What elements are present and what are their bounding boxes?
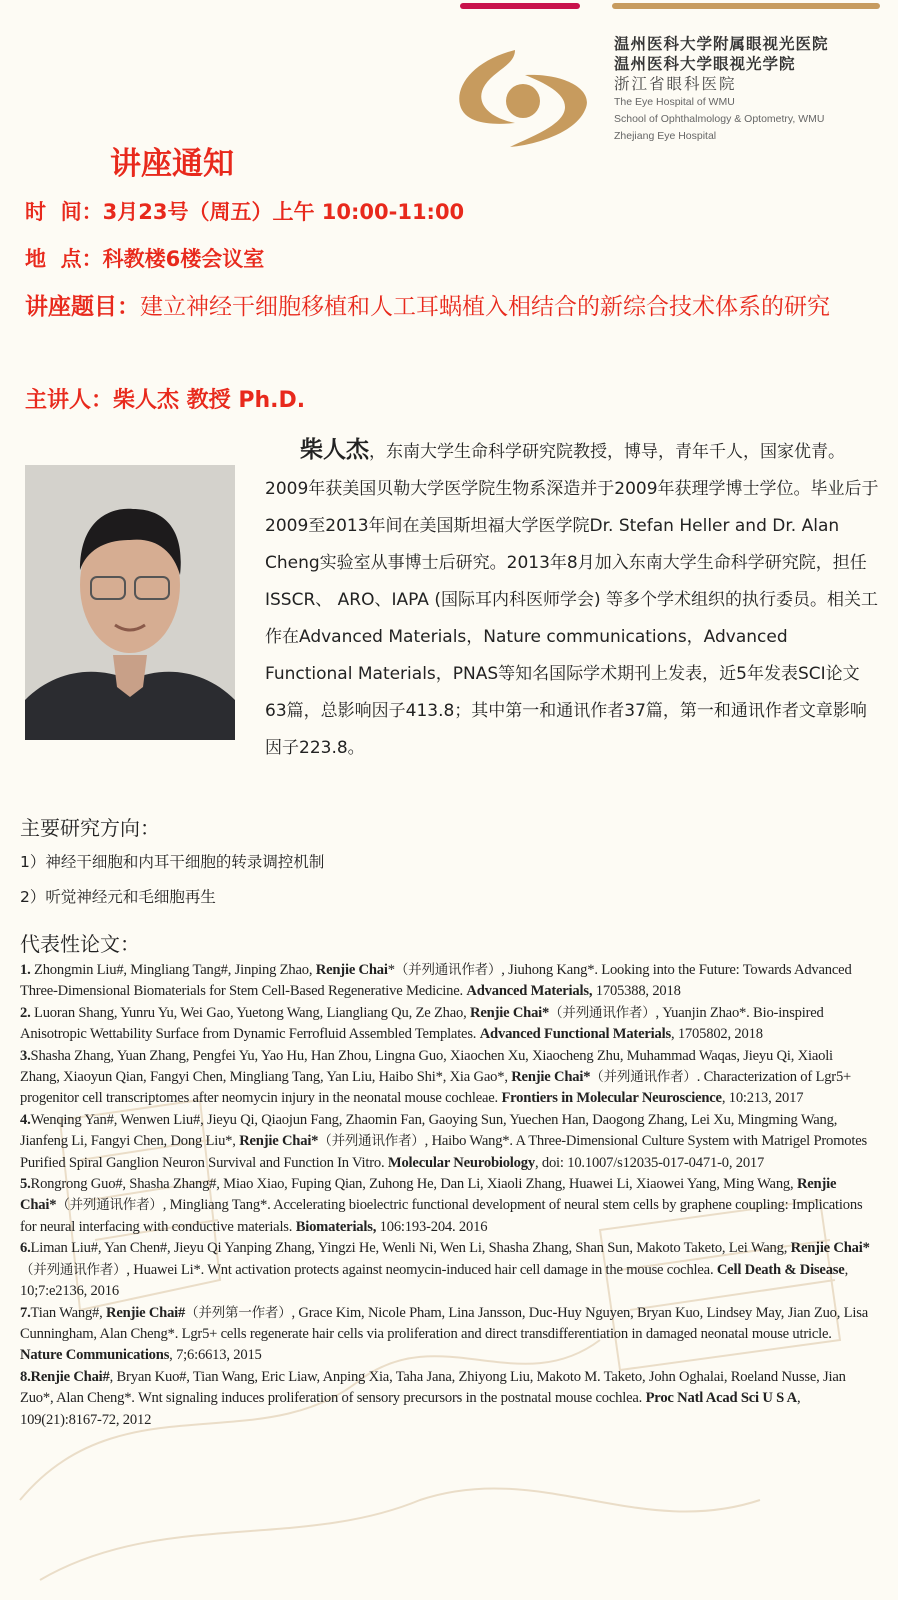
eye-hospital-logo-icon — [455, 45, 595, 150]
paper-bold-segment: Renjie Chai* — [470, 1004, 550, 1021]
paper-item — [20, 960, 875, 1003]
paper-segment: , 1705802, 2018 — [670, 1026, 763, 1043]
paper-segment: , Bryan Kuo#, Tian Wang, Eric Liaw, Anping Xia, Taha Jana, Zhiyong Liu, Makoto M. Taketo, John Oghalai, Roeland Nusse, Jian Zuo*, Alan Cheng*. Wnt signaling induces proliferation of sensory precursors in the postnatal mouse cochlea. — [20, 1368, 846, 1407]
bio-text: ，东南大学生命科学研究院教授，博导，青年千人，国家优青。2009年获美国贝勒大学医学院生物系深造并于2009年获理学博士学位。毕业后于2009至2013年间在美国斯坦福大学医学院Dr. Stefan Heller and Dr. Alan Cheng实验室从事博士后研究。2013年8月加入东南大学生命科学研究院，担任ISSCR、 ARO、IAPA (国际耳内科医师学会) 等多个学术组织的执行委员。相关工作在Advanced Materials，Nature communications，Advanced Functional Materials，PNAS等知名国际学术期刊上发表，近5年发表SCI论文63篇，总影响因子413.8；其中第一和通讯作者37篇，第一和通讯作者文章影响因子223.8。 — [265, 442, 879, 758]
paper-segment: * — [387, 962, 395, 978]
paper-segment: , Yuanjin Zhao*. Bio-inspired Anisotropic Wettability Surface from Dynamic Ferrofluid Assembled Templates. — [20, 1004, 824, 1043]
paper-bold-segment: Nature Communications — [20, 1347, 170, 1364]
paper-bold-segment: 2. — [20, 1004, 31, 1021]
paper-bold-segment: 4. — [20, 1111, 31, 1128]
paper-segment: , Huawei Li*. Wnt activation protects against neomycin-induced hair cell damage in the mouse cochlea. — [126, 1261, 717, 1278]
paper-segment: , Grace Kim, Nicole Pham, Lina Jansson, Duc-Huy Nguyen, Bryan Kuo, Lindsey May, Jian Zuo, Lisa Cunningham, Alan Cheng*. Lgr5+ cells regenerate hair cells via proliferation and direct transdifferentiation in damaged neonatal mouse utricle. — [20, 1304, 868, 1342]
paper-segment: （并列通讯作者） — [590, 1069, 697, 1086]
paper-bold-segment: Advanced Materials, — [466, 983, 593, 1000]
paper-segment: 106:193-204. 2016 — [376, 1218, 488, 1235]
research-item-1: 1）神经干细胞和内耳干细胞的转录调控机制 — [20, 853, 325, 871]
paper-segment: （并列通讯作者） — [56, 1197, 163, 1214]
paper-item — [20, 1367, 875, 1431]
topic-label: 讲座题目： — [25, 294, 140, 320]
lecture-time: 时 间：3月23号（周五）上午 10:00-11:00 — [25, 200, 465, 224]
lecture-place: 地 点：科教楼6楼会议室 — [25, 247, 265, 271]
paper-bold-segment: 6. — [20, 1240, 31, 1257]
institution-cn-1: 温州医科大学附属眼视光医院 — [614, 35, 829, 53]
paper-bold-segment: Renjie Chai* — [790, 1240, 870, 1257]
decor-bar-gold — [612, 3, 880, 9]
lecture-topic — [25, 286, 865, 328]
paper-bold-segment: Renjie Chai* — [20, 1176, 837, 1214]
paper-item — [20, 1046, 875, 1110]
paper-bold-segment: Renjie Chai* — [239, 1133, 319, 1150]
paper-bold-segment: Renjie Chai* — [511, 1069, 591, 1086]
paper-item — [20, 1174, 875, 1238]
notice-title: 讲座通知 — [110, 146, 234, 182]
paper-segment: , 109(21):8167-72, 2012 — [20, 1390, 801, 1428]
institution-en-2: School of Ophthalmology & Optometry, WMU — [614, 113, 825, 125]
institution-en-3: Zhejiang Eye Hospital — [614, 130, 717, 142]
paper-segment: （并列通讯作者） — [318, 1133, 425, 1150]
speaker-bio — [265, 432, 880, 767]
papers-list — [20, 960, 875, 1431]
paper-bold-segment: Biomaterials, — [295, 1218, 377, 1235]
paper-segment: 1705388, 2018 — [592, 983, 681, 1000]
paper-bold-segment: Frontiers in Molecular Neuroscience — [501, 1090, 722, 1107]
paper-segment: （并列通讯作者） — [20, 1261, 127, 1278]
research-item-2: 2）听觉神经元和毛细胞再生 — [20, 888, 216, 906]
institution-cn-2: 温州医科大学眼视光学院 — [614, 55, 796, 73]
paper-item — [20, 1003, 875, 1046]
paper-item — [20, 1303, 875, 1367]
paper-segment: , 10:213, 2017 — [721, 1090, 804, 1107]
paper-bold-segment: 8.Renjie Chai# — [20, 1368, 110, 1385]
paper-segment: Luoran Shang, Yunru Yu, Wei Gao, Yuetong Wang, Liangliang Qu, Ze Zhao, — [30, 1004, 471, 1021]
paper-item — [20, 1238, 875, 1302]
research-heading: 主要研究方向： — [20, 816, 160, 840]
paper-segment: , Haibo Wang*. A Three-Dimensional Culture System with Matrigel Promotes Purified Spiral Ganglion Neuron Survival and Function In Vitro. — [20, 1133, 867, 1171]
paper-segment: （并列通讯作者） — [549, 1004, 656, 1021]
paper-bold-segment: Cell Death & Disease — [716, 1261, 845, 1278]
paper-bold-segment: Renjie Chai — [315, 962, 388, 978]
speaker-photo — [25, 465, 235, 740]
paper-segment: Tian Wang#, — [30, 1304, 107, 1321]
papers-heading: 代表性论文： — [20, 932, 140, 956]
institution-cn-3: 浙江省眼科医院 — [614, 75, 737, 93]
paper-segment: . Characterization of Lgr5+ progenitor cell transcriptomes after neomycin injury in the neonatal mouse cochleae. — [20, 1069, 852, 1107]
paper-segment: , doi: 10.1007/s12035-017-0471-0, 2017 — [534, 1154, 765, 1171]
paper-segment: , Jiuhong Kang*. Looking into the Future: Towards Advanced Three-Dimensional Biomaterials for Stem Cell-Based Regenerative Medicine. — [20, 962, 852, 1000]
institution-en-1: The Eye Hospital of WMU — [614, 96, 735, 108]
paper-segment: （并列通讯作者） — [394, 962, 502, 978]
paper-segment: , 10;7:e2136, 2016 — [20, 1261, 849, 1300]
paper-bold-segment: 7. — [20, 1304, 31, 1321]
paper-segment: , Mingliang Tang*. Accelerating bioelectric functional development of neural stem cells by graphene coupling: Implications for neural interfacing with conductive materials. — [20, 1197, 863, 1235]
paper-bold-segment: 3. — [20, 1047, 31, 1064]
paper-segment: Shasha Zhang, Yuan Zhang, Pengfei Yu, Yao Hu, Han Zhou, Lingna Guo, Xiaochen Xu, Xiaocheng Zhu, Muhammad Waqas, Jieyu Qi, Xiaoli Zhang, Xiaoyun Qian, Fangyi Chen, Mingliang Tang, Yan Liu, Haibo Shi*, Xia Gao*, — [20, 1047, 833, 1086]
paper-bold-segment: Molecular Neurobiology — [387, 1154, 535, 1171]
speaker-name: 柴人杰 — [300, 437, 369, 463]
institution-names — [614, 34, 829, 145]
paper-segment: , 7;6:6613, 2015 — [169, 1347, 262, 1364]
paper-segment: Liman Liu#, Yan Chen#, Jieyu Qi Yanping Zhang, Yingzi He, Wenli Ni, Wen Li, Shasha Zhang, Shan Sun, Makoto Taketo, Lei Wang, — [30, 1240, 791, 1257]
paper-bold-segment: 5. — [20, 1176, 31, 1193]
paper-bold-segment: Advanced Functional Materials — [479, 1026, 671, 1043]
decor-bar-crimson — [460, 3, 580, 9]
paper-bold-segment: Renjie Chai# — [106, 1304, 186, 1321]
topic-text: 建立神经干细胞移植和人工耳蜗植入相结合的新综合技术体系的研究 — [140, 294, 830, 320]
paper-bold-segment: Proc Natl Acad Sci U S A — [645, 1390, 797, 1407]
paper-segment: （并列第一作者） — [185, 1304, 292, 1321]
lecture-speaker: 主讲人：柴人杰 教授 Ph.D. — [25, 388, 306, 413]
paper-segment: Wenqing Yan#, Wenwen Liu#, Jieyu Qi, Qiaojun Fang, Zhaomin Fan, Gaoying Sun, Yuechen Han, Daogong Zhang, Lei Xu, Mingming Wang, Jianfeng Li, Fangyi Chen, Dong Liu*, — [20, 1111, 838, 1150]
paper-segment: Zhongmin Liu#, Mingliang Tang#, Jinping Zhao, — [30, 962, 316, 978]
paper-segment: Rongrong Guo#, Shasha Zhang#, Miao Xiao, Fuping Qian, Zuhong He, Dan Li, Xiaoli Zhang, Huawei Li, Xiaowei Yang, Ming Wang, — [30, 1176, 797, 1193]
paper-item — [20, 1110, 875, 1174]
paper-bold-segment: 1. — [20, 962, 31, 978]
